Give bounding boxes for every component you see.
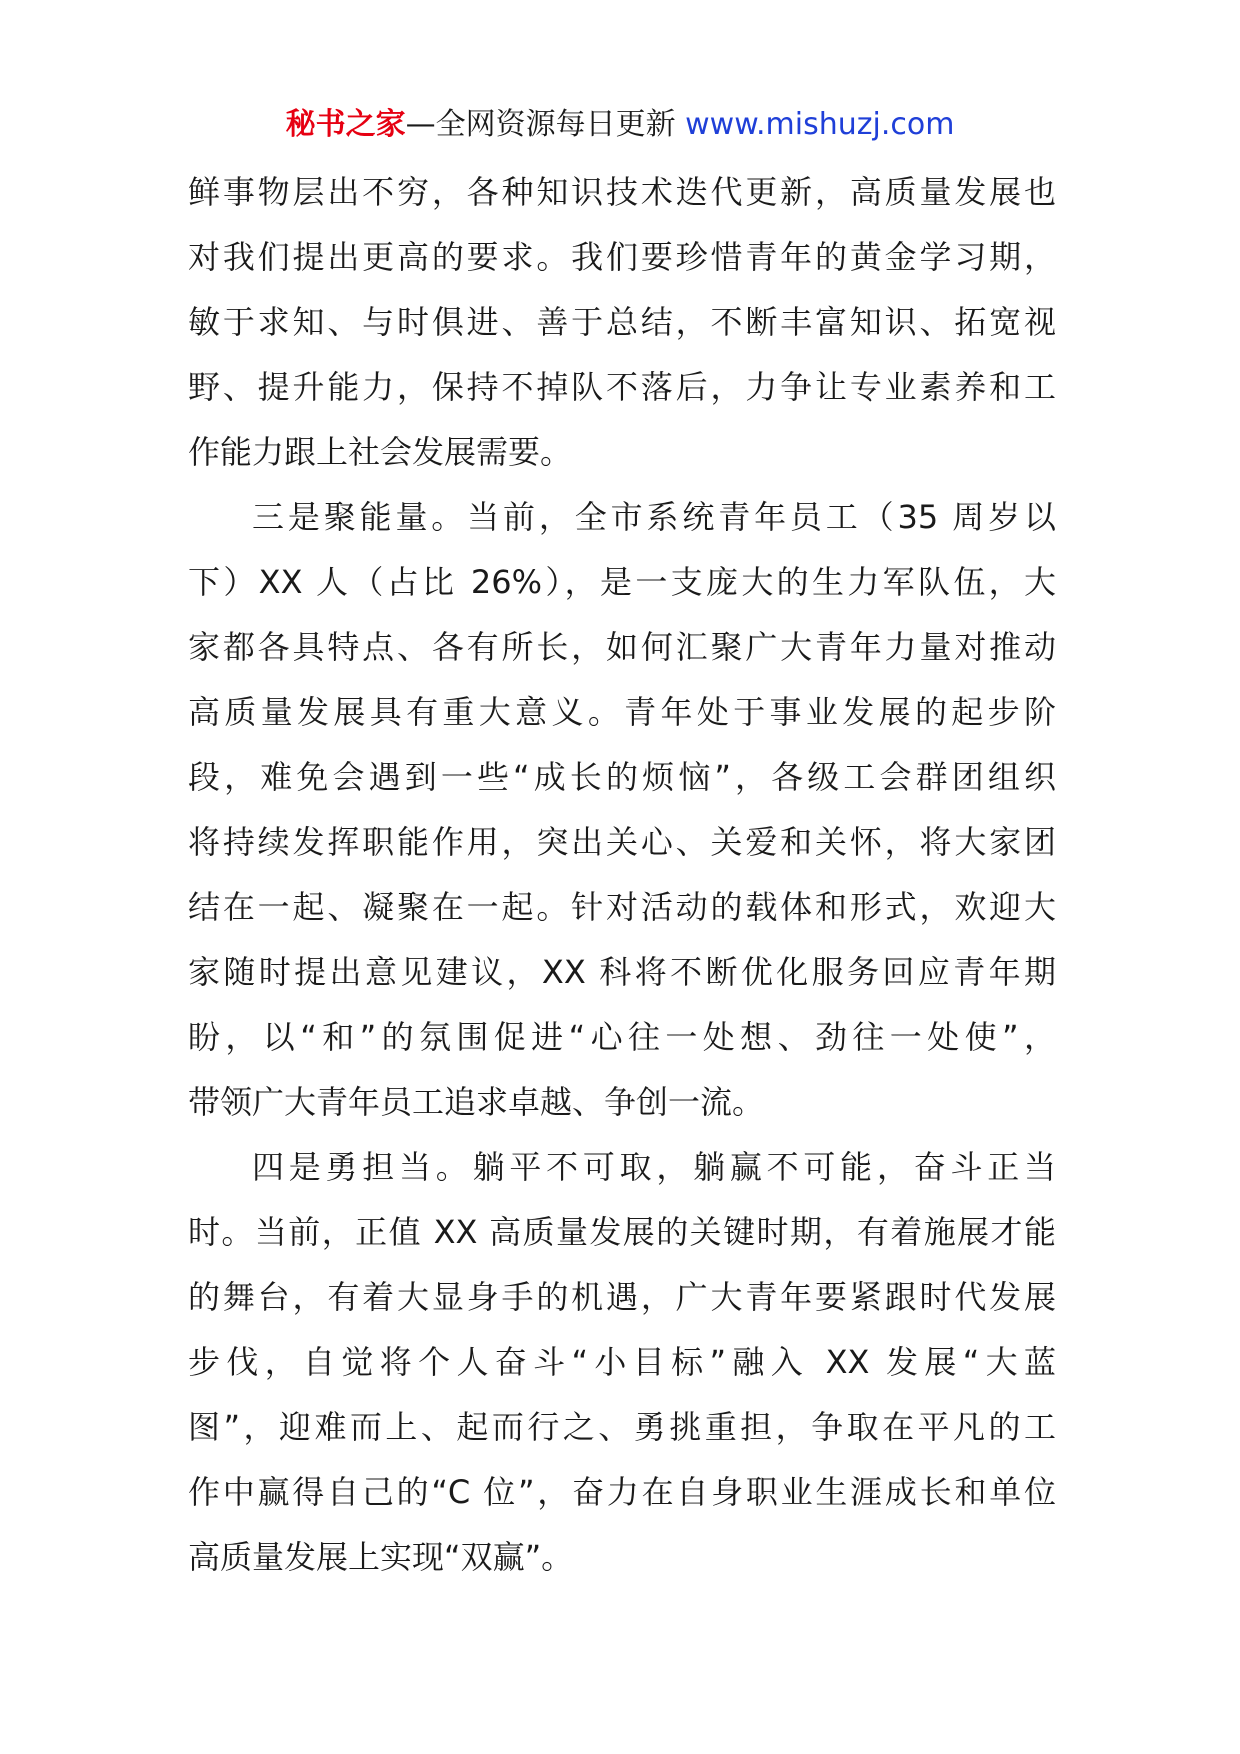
text-line: 家都各具特点、各有所长，如何汇聚广大青年力量对推动: [188, 628, 1056, 666]
text-line: 野、提升能力，保持不掉队不落后，力争让专业素养和工: [188, 368, 1056, 406]
text-line: 鲜事物层出不穷，各种知识技术迭代更新，高质量发展也: [188, 173, 1056, 211]
text-line: 将持续发挥职能作用，突出关心、关爱和关怀，将大家团: [188, 823, 1056, 861]
text-line: 对我们提出更高的要求。我们要珍惜青年的黄金学习期，: [188, 238, 1056, 276]
body-text: [188, 160, 1056, 1590]
text-line: 步伐，自觉将个人奋斗“小目标”融入 XX 发展“大蓝: [188, 1343, 1056, 1381]
brand-name: 秘书之家: [285, 107, 406, 142]
text-line: 时。当前，正值 XX 高质量发展的关键时期，有着施展才能: [188, 1213, 1056, 1251]
text-line: 段，难免会遇到一些“成长的烦恼”，各级工会群团组织: [188, 758, 1056, 796]
text-line: 结在一起、凝聚在一起。针对活动的载体和形式，欢迎大: [188, 888, 1056, 926]
text-line: 下）XX 人（占比 26%），是一支庞大的生力军队伍，大: [188, 563, 1056, 601]
text-line: 的舞台，有着大显身手的机遇，广大青年要紧跟时代发展: [188, 1278, 1056, 1316]
text-line: 盼，以“和”的氛围促进“心往一处想、劲往一处使”，: [188, 1018, 1056, 1056]
text-line: 三是聚能量。当前，全市系统青年员工（35 周岁以: [252, 498, 1056, 536]
text-line: 家随时提出意见建议，XX 科将不断优化服务回应青年期: [188, 953, 1056, 991]
text-line: 图”，迎难而上、起而行之、勇挑重担，争取在平凡的工: [188, 1408, 1056, 1446]
text-line: 高质量发展上实现“双赢”。: [188, 1538, 574, 1576]
text-line: 敏于求知、与时俱进、善于总结，不断丰富知识、拓宽视: [188, 303, 1056, 341]
text-line: 带领广大青年员工追求卓越、争创一流。: [188, 1083, 765, 1121]
text-line: 高质量发展具有重大意义。青年处于事业发展的起步阶: [188, 693, 1056, 731]
text-line: 作能力跟上社会发展需要。: [188, 433, 573, 471]
text-line: 四是勇担当。躺平不可取，躺赢不可能，奋斗正当: [252, 1148, 1056, 1186]
page-header: [0, 100, 1240, 150]
website-link[interactable]: www.mishuzj.com: [685, 107, 955, 142]
header-slogan: —全网资源每日更新: [405, 107, 676, 142]
text-line: 作中赢得自己的“C 位”，奋力在自身职业生涯成长和单位: [188, 1473, 1056, 1511]
